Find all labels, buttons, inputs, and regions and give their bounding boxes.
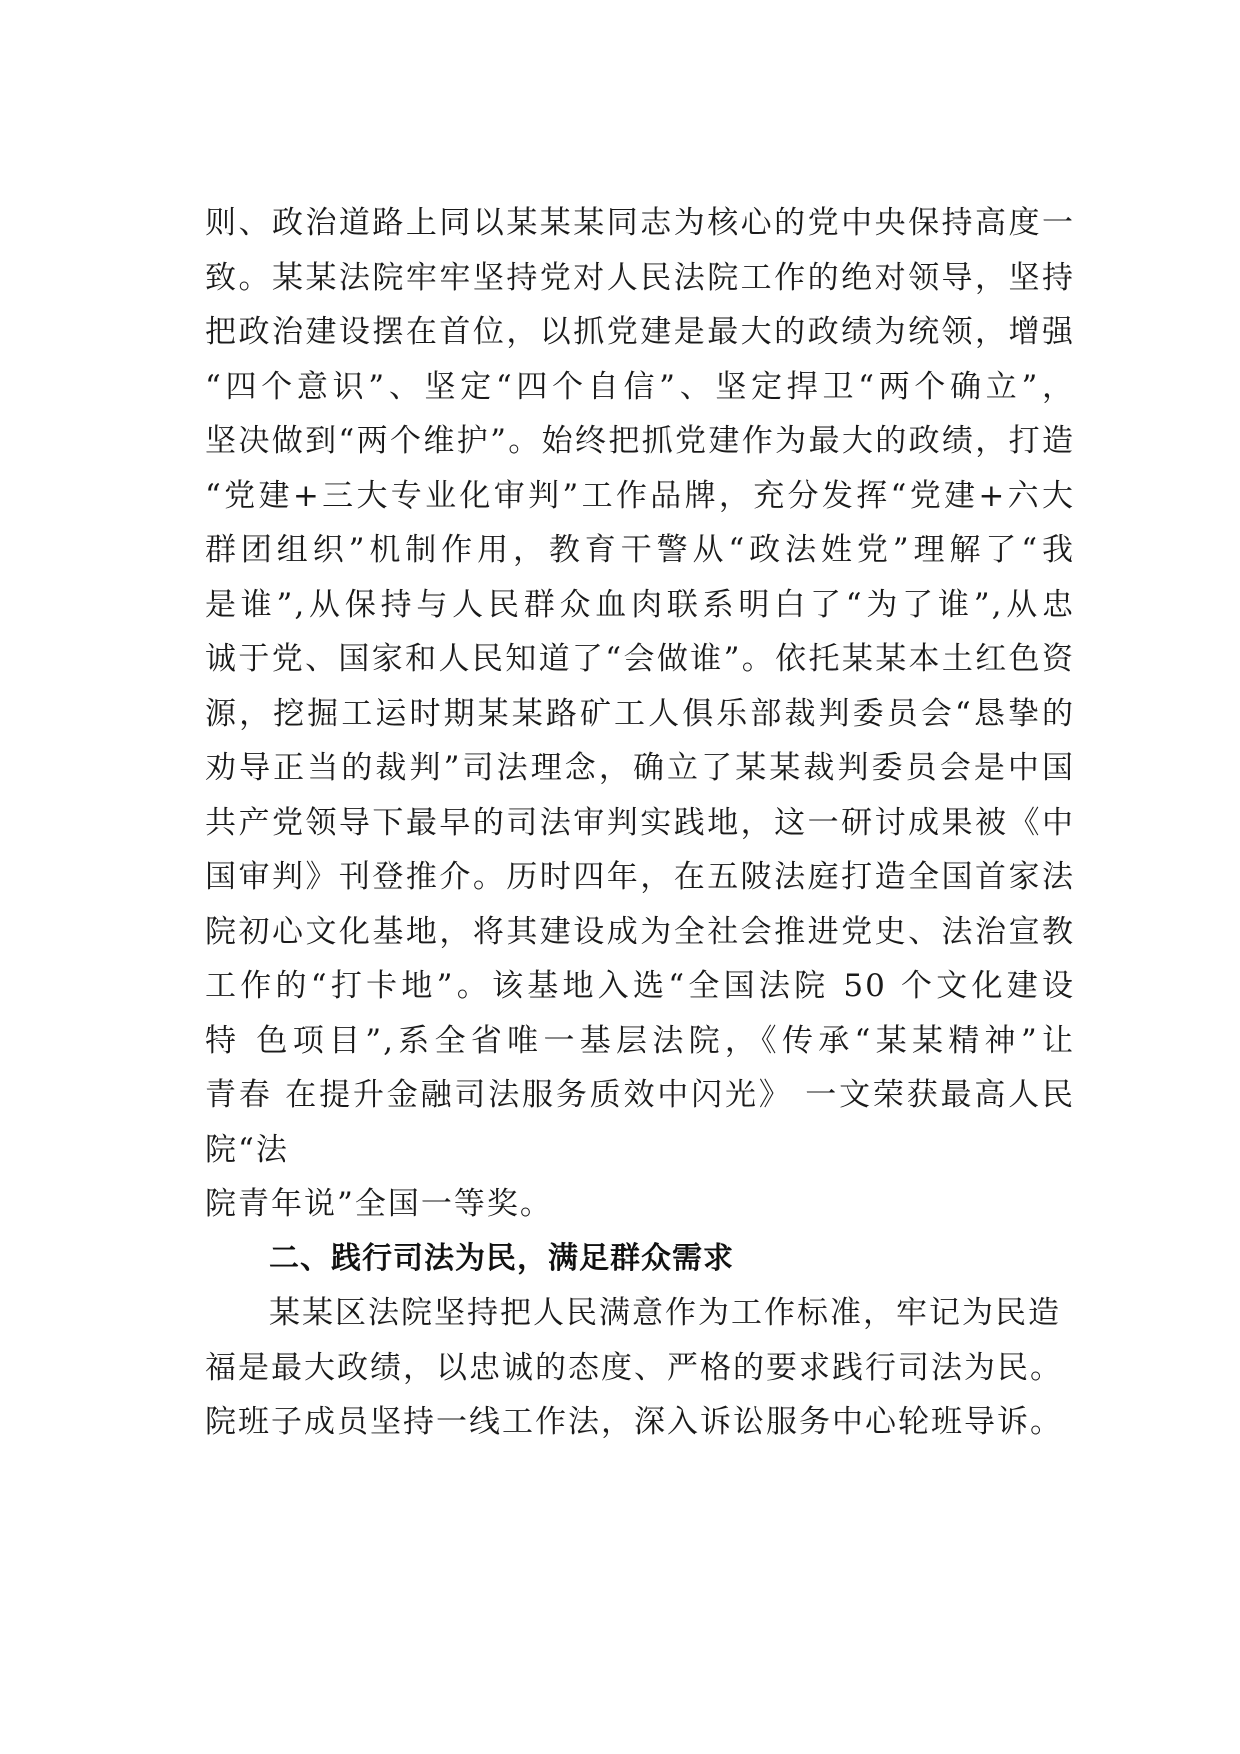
paragraph-line: 群团组织”机制作用，教育干警从“政法姓党”理解了“我 [205, 532, 1075, 568]
paragraph-line: 工作的“打卡地”。该基地入选“全国法院 50 个文化建设 [205, 968, 1075, 1004]
paragraph-line: 诚于党、国家和人民知道了“会做谁”。依托某某本土红色资 [205, 641, 1075, 677]
paragraph-line: “四个意识”、坚定“四个自信”、坚定捍卫“两个确立”， [205, 368, 1075, 405]
paragraph-line: 院“法 [205, 1131, 289, 1168]
paragraph-line: “党建+三大专业化审判”工作品牌，充分发挥“党建+六大 [205, 477, 1075, 514]
paragraph-line: 致。某某法院牢牢坚持党对人民法院工作的绝对领导，坚持 [205, 259, 1075, 296]
paragraph-line: 院班子成员坚持一线工作法，深入诉讼服务中心轮班导诉。 [205, 1404, 1063, 1440]
paragraph-line: 院初心文化基地，将其建设成为全社会推进党史、法治宣教 [205, 913, 1075, 950]
paragraph-line: 某某区法院坚持把人民满意作为工作标准，牢记为民造 [269, 1295, 1061, 1331]
paragraph-line: 源，挖掘工运时期某某路矿工人俱乐部裁判委员会“恳挚的 [205, 695, 1075, 732]
section-heading: 二、践行司法为民，满足群众需求 [269, 1240, 734, 1276]
paragraph-line: 青春 在提升金融司法服务质效中闪光》 一文荣获最高人民 [205, 1077, 1075, 1113]
paragraph-line: 则、政治道路上同以某某某同志为核心的党中央保持高度一 [205, 205, 1075, 241]
document-body [205, 196, 1075, 1450]
paragraph-line: 是谁”,从保持与人民群众血肉联系明白了“为了谁”,从忠 [205, 586, 1075, 623]
paragraph-line: 特 色项目”,系全省唯一基层法院，《传承“某某精神”让 [205, 1022, 1075, 1059]
paragraph-line: 院青年说”全国一等奖。 [205, 1186, 553, 1222]
paragraph-line: 共产党领导下最早的司法审判实践地，这一研讨成果被《中 [205, 804, 1075, 841]
paragraph-line: 劝导正当的裁判”司法理念，确立了某某裁判委员会是中国 [205, 750, 1075, 786]
paragraph-line: 福是最大政绩，以忠诚的态度、严格的要求践行司法为民。 [205, 1349, 1063, 1386]
paragraph-line: 国审判》刊登推介。历时四年，在五陂法庭打造全国首家法 [205, 859, 1075, 895]
paragraph-line: 把政治建设摆在首位，以抓党建是最大的政绩为统领，增强 [205, 314, 1075, 350]
paragraph-line: 坚决做到“两个维护”。始终把抓党建作为最大的政绩，打造 [205, 423, 1075, 459]
